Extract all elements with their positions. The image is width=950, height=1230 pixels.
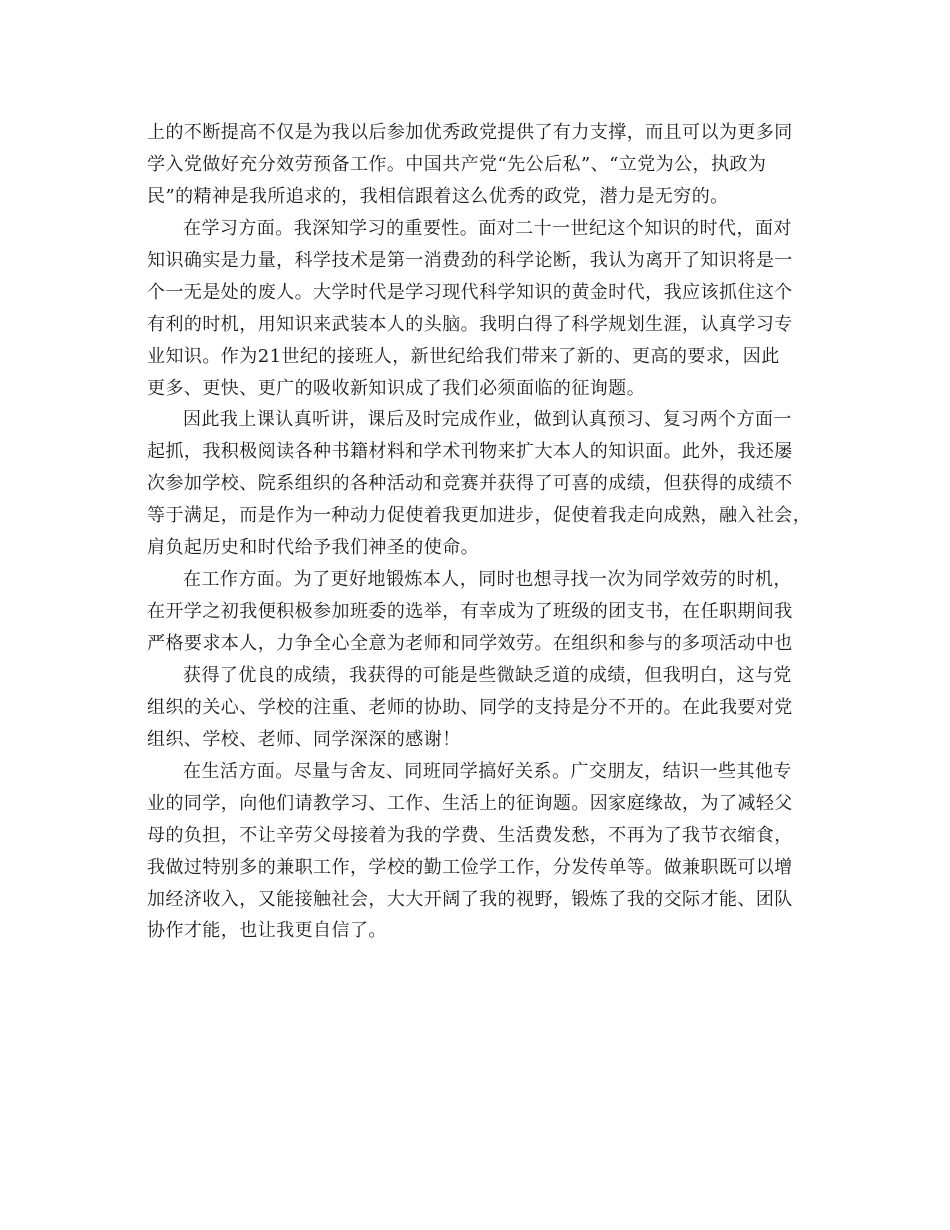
text-line: 学入党做好充分效劳预备工作。中国共产党“先公后私”、“立党为公，执政为	[147, 153, 767, 175]
text-line: 严格要求本人，力争全心全意为老师和同学效劳。在组织和参与的多项活动中也	[147, 633, 793, 654]
text-line: 次参加学校、院系组织的各种活动和竞赛并获得了可喜的成绩，但获得的成绩不	[147, 473, 793, 495]
text-line: 在开学之初我便积极参加班委的选举，有幸成为了班级的团支书，在任职期间我	[147, 601, 793, 623]
paragraph-start-line: 在工作方面。为了更好地锻炼本人，同时也想寻找一次为同学效劳的时机，	[183, 569, 792, 591]
text-line: 加经济收入，又能接触社会，大大开阔了我的视野，锻炼了我的交际才能、团队	[147, 888, 793, 910]
document-body	[147, 117, 837, 947]
text-line: 民”的精神是我所追求的，我相信跟着这么优秀的政党，潜力是无穷的。	[147, 185, 729, 207]
paragraph-start-line: 因此我上课认真听讲，课后及时完成作业，做到认真预习、复习两个方面一	[183, 409, 792, 431]
text-line: 知识确实是力量，科学技术是第一消费劲的科学论断，我认为离开了知识将是一	[147, 249, 793, 271]
text-line: 更多、更快、更广的吸收新知识成了我们必须面临的征询题。	[147, 377, 646, 399]
text-line: 业的同学，向他们请教学习、工作、生活上的征询题。因家庭缘故，为了减轻父	[147, 792, 793, 814]
text-line: 业知识。作为21世纪的接班人，新世纪给我们带来了新的、更高的要求，因此	[147, 345, 780, 367]
text-line: 个一无是处的废人。大学时代是学习现代科学知识的黄金时代，我应该抓住这个	[147, 281, 793, 303]
paragraph-start-line: 获得了优良的成绩，我获得的可能是些微缺乏道的成绩，但我明白，这与党	[183, 664, 792, 686]
text-line: 我做过特别多的兼职工作，学校的勤工俭学工作，分发传单等。做兼职既可以增	[147, 856, 793, 878]
text-line: 起抓，我积极阅读各种书籍材料和学术刊物来扩大本人的知识面。此外，我还屡	[147, 441, 793, 463]
text-line: 等于满足，而是作为一种动力促使着我更加进步，促使着我走向成熟，融入社会，	[147, 505, 812, 527]
text-line: 协作才能，也让我更自信了。	[147, 920, 387, 942]
paragraph-start-line: 在生活方面。尽量与舍友、同班同学搞好关系。广交朋友，结识一些其他专	[183, 760, 792, 782]
text-line: 母的负担，不让辛劳父母接着为我的学费、生活费发愁，不再为了我节衣缩食，	[147, 824, 793, 846]
text-line: 肩负起历史和时代给予我们神圣的使命。	[147, 537, 480, 559]
text-line: 组织、学校、老师、同学深深的感谢！	[147, 728, 461, 750]
text-line: 组织的关心、学校的注重、老师的协助、同学的支持是分不开的。在此我要对党	[147, 696, 793, 718]
text-line: 有利的时机，用知识来武装本人的头脑。我明白得了科学规划生涯，认真学习专	[147, 313, 793, 335]
text-line: 上的不断提高不仅是为我以后参加优秀政党提供了有力支撑，而且可以为更多同	[147, 122, 793, 143]
paragraph-start-line: 在学习方面。我深知学习的重要性。面对二十一世纪这个知识的时代，面对	[183, 217, 792, 239]
